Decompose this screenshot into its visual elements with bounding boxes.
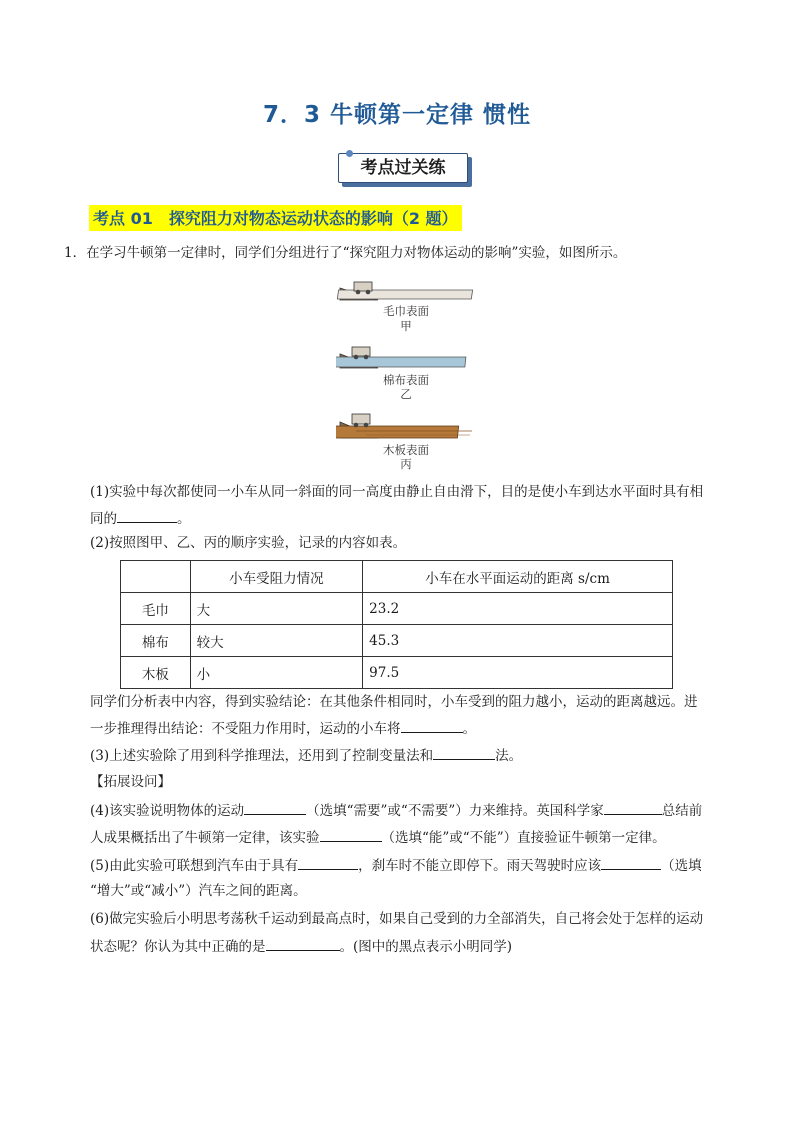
answer-blank[interactable] xyxy=(433,745,495,760)
table-cell: 棉布 xyxy=(121,625,191,657)
towel-surface-setup xyxy=(337,282,472,300)
table-cell: 小 xyxy=(190,657,362,689)
table-row xyxy=(121,593,673,625)
table-header-row xyxy=(121,561,673,593)
caption-surface-2: 棉布表面 xyxy=(383,373,429,387)
section-banner xyxy=(338,152,472,188)
answer-blank[interactable] xyxy=(117,508,177,523)
part-2-text: (2)按照图甲、乙、丙的顺序实验，记录的内容如表。 xyxy=(90,535,407,551)
table-cell: 23.2 xyxy=(363,593,673,625)
cloth-surface-setup xyxy=(336,347,466,368)
section-heading: 考点 01 探究阻力对物态运动状态的影响（2 题） xyxy=(89,205,462,231)
question-number: 1． xyxy=(64,245,87,261)
conclusion-line-1: 同学们分析表中内容，得到实验结论：在其他条件相同时，小车受到的阻力越小，运动的距离越远。进 xyxy=(90,694,698,710)
caption-surface-1: 毛巾表面 xyxy=(383,304,429,318)
answer-blank[interactable] xyxy=(604,800,662,815)
experiment-figure xyxy=(336,280,476,472)
caption-label-1: 甲 xyxy=(400,319,412,333)
table-header-cell: 小车受阻力情况 xyxy=(190,561,362,593)
table-cell: 毛巾 xyxy=(121,593,191,625)
part-4-line-1: (4)该实验说明物体的运动 （选填“需要”或“不需要”）力来维持。英国科学家 总结前 xyxy=(90,800,702,821)
part-5-line-2: “增大”或“减小”）汽车之间的距离。 xyxy=(90,883,307,899)
table-header-cell xyxy=(121,561,191,593)
answer-blank[interactable] xyxy=(298,855,358,870)
table-cell: 45.3 xyxy=(363,625,673,657)
table-header-cell: 小车在水平面运动的距离 s/cm xyxy=(363,561,673,593)
part-3-text: (3)上述实验除了用到科学推理法，还用到了控制变量法和 法。 xyxy=(90,745,522,766)
table-cell: 较大 xyxy=(190,625,362,657)
part-5-line-1: (5)由此实验可联想到汽车由于具有 ，刹车时不能立即停下。雨天驾驶时应该 （选填 xyxy=(90,855,702,876)
table-cell: 大 xyxy=(190,593,362,625)
table-row xyxy=(121,625,673,657)
caption-surface-3: 木板表面 xyxy=(383,443,429,457)
part-1-line-1: (1)实验中每次都使同一小车从同一斜面的同一高度由静止自由滑下，目的是使小车到达水平面时具有相 xyxy=(90,484,704,500)
results-table xyxy=(120,560,673,689)
table-cell: 木板 xyxy=(121,657,191,689)
table-cell: 97.5 xyxy=(363,657,673,689)
caption-label-3: 丙 xyxy=(400,457,412,471)
wood-surface-setup xyxy=(336,414,472,438)
part-6-line-1: (6)做完实验后小明思考荡秋千运动到最高点时，如果自己受到的力全部消失，自己将会处于怎样的运动 xyxy=(90,911,704,927)
part-1-line-2: 同的 。 xyxy=(90,508,191,529)
caption-label-2: 乙 xyxy=(400,387,412,401)
extension-heading: 【拓展设问】 xyxy=(90,774,171,790)
banner-label: 考点过关练 xyxy=(360,158,446,178)
part-6-line-2: 状态呢？你认为其中正确的是 。(图中的黑点表示小明同学) xyxy=(90,936,512,957)
answer-blank[interactable] xyxy=(244,800,306,815)
table-row xyxy=(121,657,673,689)
part-4-line-2: 人成果概括出了牛顿第一定律，该实验 （选填“能”或“不能”）直接验证牛顿第一定律。 xyxy=(90,827,666,848)
question-stem: 1．在学习牛顿第一定律时，同学们分组进行了“探究阻力对物体运动的影响”实验，如图所示。 xyxy=(64,245,627,261)
page-title: 7．3 牛顿第一定律 惯性 xyxy=(262,102,532,128)
answer-blank[interactable] xyxy=(401,718,463,733)
answer-blank[interactable] xyxy=(266,936,340,951)
answer-blank[interactable] xyxy=(601,855,661,870)
answer-blank[interactable] xyxy=(320,827,382,842)
conclusion-line-2: 一步推理得出结论：不受阻力作用时，运动的小车将 。 xyxy=(90,718,476,739)
